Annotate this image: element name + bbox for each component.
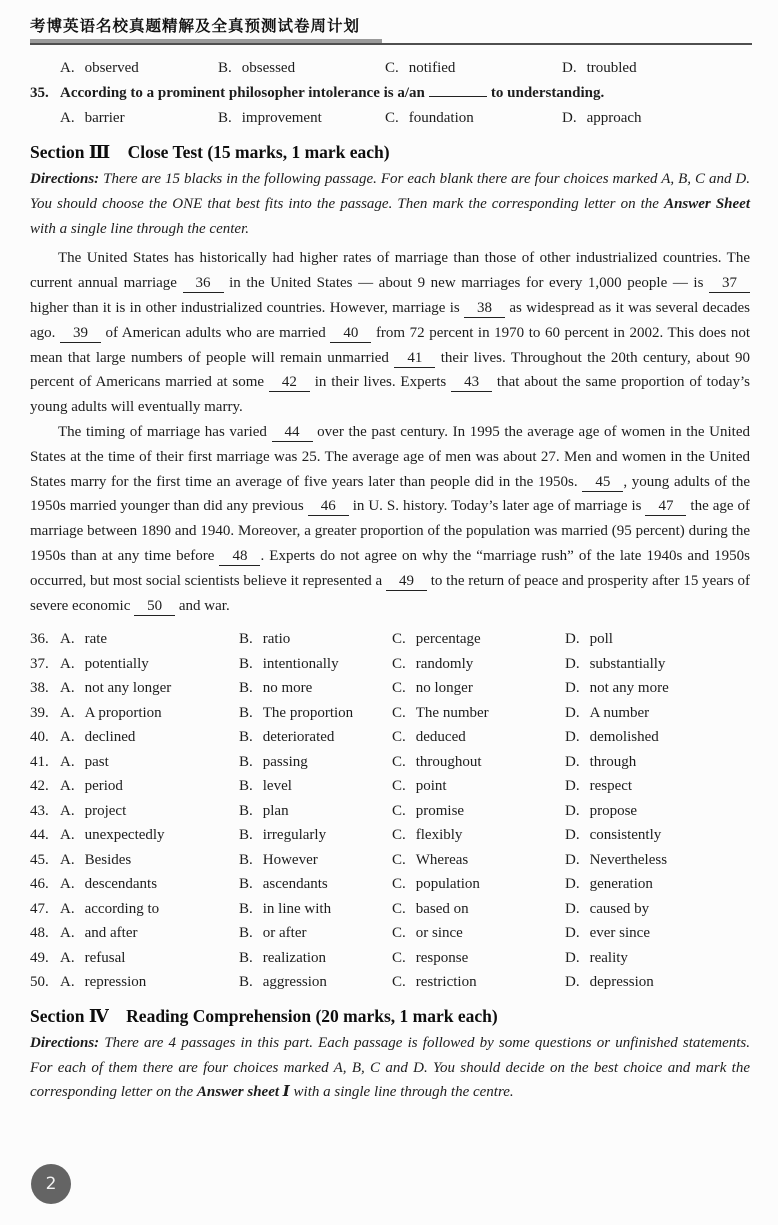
option-letter: B. (239, 925, 253, 942)
option-A (60, 774, 239, 799)
option-text: declined (84, 729, 136, 746)
option-text: consistently (589, 827, 662, 844)
stem-before: According to a prominent philosopher intolerance is a/an (60, 85, 425, 101)
cloze-blank-47: 47 (645, 498, 686, 516)
option-text: The number (415, 704, 489, 721)
option-letter: C. (385, 60, 399, 76)
cloze-question-list (30, 627, 750, 995)
cloze-blank-42: 42 (269, 374, 310, 392)
option-text: passing (262, 753, 308, 770)
option-text: deduced (415, 729, 466, 746)
option-text: troubled (586, 60, 637, 76)
option-text: response (415, 949, 469, 966)
text-segment: The United States has historically had higher rates of marriage than those of other industrialized countries. The current annual marriage (30, 250, 750, 292)
option-D (565, 750, 750, 775)
question-number: 42. (30, 778, 49, 795)
cloze-blank-36: 36 (183, 275, 224, 293)
option-text: restriction (415, 974, 477, 991)
option-text: point (415, 778, 447, 795)
option-D (565, 872, 750, 897)
option-text: generation (589, 876, 653, 893)
option-text: no more (262, 680, 313, 697)
question-stem-text (60, 81, 750, 106)
option-letter: C. (392, 729, 406, 746)
option-A (60, 823, 239, 848)
option-letter: D. (565, 900, 580, 917)
option-D (565, 946, 750, 971)
option-letter: C. (392, 925, 406, 942)
text-segment: with a single line through the center. (30, 220, 250, 237)
option-A (60, 946, 239, 971)
option-C (392, 627, 565, 652)
option-letter: B. (218, 60, 232, 76)
option-text: project (84, 802, 127, 819)
option-letter: A. (60, 802, 75, 819)
cloze-question-row-36 (30, 627, 750, 652)
option-C (392, 750, 565, 775)
option-B (239, 848, 392, 873)
option-D (565, 652, 750, 677)
option-letter: B. (239, 827, 253, 844)
option-text: plan (262, 802, 289, 819)
option-text: according to (84, 900, 160, 917)
text-segment: with a single line through the centre. (289, 1084, 514, 1101)
option-B (239, 750, 392, 775)
question-number: 37. (30, 655, 49, 672)
text-segment: from 72 percent in 1970 to 60 percent in 2002. This does not mean that large numbers of people will remain unmarried (30, 324, 750, 366)
option-text: based on (415, 900, 469, 917)
option-C (392, 701, 565, 726)
text-segment: , young adults of the 1950s married younger than did any previous (30, 473, 751, 515)
option-text: respect (589, 778, 633, 795)
option-text: in line with (262, 900, 332, 917)
option-text: substantially (589, 655, 666, 672)
cloze-question-row-48 (30, 921, 750, 946)
cloze-question-row-47 (30, 897, 750, 922)
option-text: population (415, 876, 480, 893)
cloze-question-row-50 (30, 970, 750, 995)
option-A (60, 106, 218, 131)
option-B (239, 627, 392, 652)
cloze-question-row-40 (30, 725, 750, 750)
text-segment: . Experts do not agree on why the “marriage rush” of the late 1940s and 1950s occurred, but most social scientists believe it represented a (30, 547, 750, 589)
option-B (239, 946, 392, 971)
text-segment: The timing of marriage has varied (58, 423, 272, 440)
text-segment: Answer Sheet (664, 195, 750, 212)
option-D (565, 823, 750, 848)
option-text: aggression (262, 974, 327, 991)
option-text: potentially (84, 655, 149, 672)
cloze-question-row-39 (30, 701, 750, 726)
option-letter: A. (60, 729, 75, 746)
question-number: 43. (30, 802, 49, 819)
cloze-blank-44: 44 (272, 424, 313, 442)
option-letter: B. (239, 802, 253, 819)
option-letter: A. (60, 753, 75, 770)
option-text: ascendants (262, 876, 328, 893)
section-3-directions (30, 167, 750, 241)
text-segment: to the return of peace and prosperity after 15 years of severe economic (30, 572, 751, 614)
option-letter: A. (60, 876, 75, 893)
option-letter: D. (565, 949, 580, 966)
option-B (239, 701, 392, 726)
option-B (239, 872, 392, 897)
cloze-blank-37: 37 (709, 275, 750, 293)
option-text: not any more (589, 680, 669, 697)
text-segment: over the past century. In 1995 the average age of women in the United States at the time of their first marriage was 25. The average age of men was about 27. Men and women in the United States marry for the first time an average of five years later than people did in the 1950s. (30, 423, 750, 490)
option-letter: C. (392, 876, 406, 893)
option-D (565, 921, 750, 946)
question-number: 50. (30, 974, 49, 991)
option-letter: A. (60, 60, 75, 76)
option-text: descendants (84, 876, 158, 893)
option-text: promise (415, 802, 465, 819)
question-number: 40. (30, 729, 49, 746)
option-D (565, 799, 750, 824)
option-letter: C. (392, 827, 406, 844)
page-content (30, 56, 750, 1105)
option-B (218, 56, 385, 81)
section-4-heading: Section Ⅳ Reading Comprehension (20 marks, 1 mark each) (30, 1005, 498, 1026)
option-D (562, 56, 750, 81)
option-letter: C. (392, 704, 406, 721)
option-letter: A. (60, 900, 75, 917)
text-segment: There are 4 passages in this part. Each passage is followed by some questions or unfinished statements. For each of them there are four choices marked A, B, C and D. You should decide on the best choice and mark the corresponding letter on the (30, 1034, 750, 1101)
question-number: 39. (30, 704, 49, 721)
cloze-blank-39: 39 (60, 325, 101, 343)
cloze-question-row-42 (30, 774, 750, 799)
option-C (392, 676, 565, 701)
option-text: A number (589, 704, 650, 721)
text-segment: in their lives. Experts (309, 374, 452, 391)
option-letter: D. (562, 60, 577, 76)
option-text: through (589, 753, 637, 770)
option-text: period (84, 778, 123, 795)
cloze-paragraph-2 (30, 420, 750, 618)
option-text: intentionally (262, 655, 339, 672)
question-number: 44. (30, 827, 49, 844)
question-number: 35. (30, 85, 49, 101)
option-letter: C. (392, 680, 406, 697)
option-C (392, 823, 565, 848)
option-text: rate (84, 631, 108, 648)
text-segment: the age of marriage between 1890 and 1940. Moreover, a greater proportion of the population was married (95 percent) during the 1950s than at any time before (30, 498, 750, 564)
cloze-blank-40: 40 (330, 325, 371, 343)
option-letter: D. (565, 827, 580, 844)
option-C (385, 106, 562, 131)
option-letter: A. (60, 655, 75, 672)
text-segment: in the United States — about 9 new marriages for every 1,000 people — is (223, 275, 709, 292)
question-number: 47. (30, 900, 49, 917)
option-text: However (262, 851, 318, 868)
option-A (60, 701, 239, 726)
cloze-blank-45: 45 (582, 474, 623, 492)
option-A (60, 921, 239, 946)
question-35-options-row (30, 106, 750, 131)
option-text: randomly (415, 655, 474, 672)
page-number-badge (31, 1164, 71, 1204)
option-letter: B. (239, 753, 253, 770)
option-A (60, 725, 239, 750)
option-B (239, 774, 392, 799)
option-letter: B. (218, 110, 232, 126)
option-letter: D. (565, 729, 580, 746)
option-letter: B. (239, 704, 253, 721)
page-header (30, 16, 752, 47)
option-text: percentage (415, 631, 481, 648)
text-segment: Directions: (30, 1034, 100, 1051)
text-segment: Directions: (30, 171, 100, 187)
option-text: Whereas (415, 851, 469, 868)
option-text: notified (408, 60, 456, 76)
option-B (239, 970, 392, 995)
cloze-blank-46: 46 (308, 498, 349, 516)
option-text: realization (262, 949, 327, 966)
option-letter: D. (565, 704, 580, 721)
option-letter: C. (392, 851, 406, 868)
option-letter: D. (565, 655, 580, 672)
cloze-question-row-41 (30, 750, 750, 775)
option-letter: D. (565, 680, 580, 697)
option-A (60, 56, 218, 81)
option-text: unexpectedly (84, 827, 165, 844)
question-34-options-row (30, 56, 750, 81)
option-C (392, 725, 565, 750)
option-B (239, 676, 392, 701)
cloze-blank-38: 38 (464, 300, 505, 318)
option-D (565, 848, 750, 873)
option-letter: D. (565, 851, 580, 868)
question-number: 49. (30, 949, 49, 966)
option-text: past (84, 753, 109, 770)
option-B (239, 897, 392, 922)
option-C (385, 56, 562, 81)
option-letter: A. (60, 925, 75, 942)
text-segment: higher than it is in other industrialized countries. However, marriage is (30, 299, 465, 316)
option-text: ever since (589, 925, 650, 942)
option-text: obsessed (241, 60, 296, 76)
question-number: 41. (30, 753, 49, 770)
option-letter: B. (239, 655, 253, 672)
question-number: 46. (30, 876, 49, 893)
cloze-question-row-44 (30, 823, 750, 848)
page-number: 2 (45, 1173, 57, 1194)
question-number: 45. (30, 851, 49, 868)
question-number: 36. (30, 631, 49, 648)
option-D (565, 725, 750, 750)
option-D (565, 627, 750, 652)
option-text: flexibly (415, 827, 463, 844)
option-D (565, 970, 750, 995)
option-letter: B. (239, 949, 253, 966)
option-letter: A. (60, 110, 75, 126)
option-letter: B. (239, 876, 253, 893)
cloze-passage (30, 246, 750, 618)
option-C (392, 946, 565, 971)
option-letter: D. (565, 925, 580, 942)
option-text: depression (589, 974, 654, 991)
option-letter: C. (392, 655, 406, 672)
cloze-question-row-37 (30, 652, 750, 677)
option-letter: C. (392, 949, 406, 966)
option-letter: D. (565, 753, 580, 770)
text-segment: that about the same proportion of today’s young adults will eventually marry. (30, 374, 750, 416)
option-text: not any longer (84, 680, 172, 697)
text-segment: in U. S. history. Today’s later age of marriage is (348, 498, 646, 515)
option-text: Besides (84, 851, 132, 868)
option-text: deteriorated (262, 729, 335, 746)
option-text: repression (84, 974, 147, 991)
option-text: no longer (415, 680, 473, 697)
text-segment: Answer sheet Ⅰ (196, 1084, 290, 1101)
option-A (60, 897, 239, 922)
option-letter: A. (60, 949, 75, 966)
option-text: or since (415, 925, 463, 942)
option-text: improvement (241, 110, 322, 126)
question-35-stem (30, 81, 750, 106)
option-text: demolished (589, 729, 659, 746)
option-text: barrier (84, 110, 125, 126)
option-C (392, 848, 565, 873)
option-letter: B. (239, 974, 253, 991)
option-letter: A. (60, 680, 75, 697)
text-segment: their lives. Throughout the 20th century, about 90 percent of Americans married at some (30, 349, 750, 391)
option-C (392, 970, 565, 995)
cloze-question-row-43 (30, 799, 750, 824)
cloze-question-row-38 (30, 676, 750, 701)
option-letter: D. (562, 110, 577, 126)
option-C (392, 897, 565, 922)
option-B (239, 799, 392, 824)
option-D (565, 676, 750, 701)
cloze-blank-50: 50 (134, 598, 175, 616)
cloze-question-row-46 (30, 872, 750, 897)
option-text: poll (589, 631, 613, 648)
option-text: A proportion (84, 704, 162, 721)
question-number: 48. (30, 925, 49, 942)
option-letter: A. (60, 974, 75, 991)
stem-after: to understanding. (490, 85, 605, 101)
option-text: ratio (262, 631, 291, 648)
cloze-blank-43: 43 (451, 374, 492, 392)
header-rule (30, 39, 752, 47)
option-A (60, 652, 239, 677)
option-D (565, 701, 750, 726)
option-text: observed (84, 60, 139, 76)
option-letter: A. (60, 778, 75, 795)
option-letter: D. (565, 778, 580, 795)
option-text: The proportion (262, 704, 354, 721)
option-text: refusal (84, 949, 126, 966)
cloze-question-row-45 (30, 848, 750, 873)
option-letter: B. (239, 851, 253, 868)
option-letter: C. (392, 631, 406, 648)
option-A (60, 750, 239, 775)
option-C (392, 774, 565, 799)
cloze-blank-49: 49 (386, 573, 427, 591)
option-B (218, 106, 385, 131)
option-letter: B. (239, 729, 253, 746)
option-letter: B. (239, 900, 253, 917)
header-rule-thin (30, 43, 752, 45)
section-4-directions (30, 1031, 750, 1105)
cloze-blank-48: 48 (219, 548, 260, 566)
option-B (239, 921, 392, 946)
option-D (565, 897, 750, 922)
option-letter: C. (392, 778, 406, 795)
option-C (392, 652, 565, 677)
option-A (60, 970, 239, 995)
option-letter: B. (239, 631, 253, 648)
option-letter: C. (385, 110, 399, 126)
text-segment: of American adults who are married (100, 324, 331, 341)
option-A (60, 799, 239, 824)
option-A (60, 676, 239, 701)
option-text: irregularly (262, 827, 327, 844)
option-text: reality (589, 949, 628, 966)
question-number: 38. (30, 680, 49, 697)
option-B (239, 823, 392, 848)
option-text: Nevertheless (589, 851, 668, 868)
option-text: or after (262, 925, 307, 942)
option-C (392, 872, 565, 897)
cloze-paragraph-1 (30, 246, 750, 420)
option-B (239, 725, 392, 750)
option-letter: A. (60, 827, 75, 844)
option-letter: D. (565, 876, 580, 893)
answer-blank-line (429, 83, 487, 97)
option-letter: B. (239, 778, 253, 795)
option-D (562, 106, 750, 131)
option-B (239, 652, 392, 677)
option-letter: C. (392, 753, 406, 770)
option-C (392, 921, 565, 946)
option-text: approach (586, 110, 642, 126)
option-D (565, 774, 750, 799)
section-3-heading: Section Ⅲ Close Test (15 marks, 1 mark each) (30, 142, 390, 162)
text-segment: and war. (175, 597, 230, 614)
option-text: foundation (408, 110, 474, 126)
book-title: 考博英语名校真题精解及全真预测试卷周计划 (30, 17, 361, 35)
option-text: caused by (589, 900, 650, 917)
option-text: propose (589, 802, 638, 819)
text-segment: as widespread as it was several decades ago. (30, 299, 750, 341)
option-text: and after (84, 925, 138, 942)
option-A (60, 872, 239, 897)
option-letter: D. (565, 974, 580, 991)
cloze-question-row-49 (30, 946, 750, 971)
option-letter: D. (565, 802, 580, 819)
option-A (60, 627, 239, 652)
option-letter: A. (60, 631, 75, 648)
option-text: level (262, 778, 292, 795)
option-letter: C. (392, 802, 406, 819)
option-letter: B. (239, 680, 253, 697)
cloze-blank-41: 41 (394, 350, 435, 368)
text-segment: There are 15 blacks in the following passage. For each blank there are four choices marked A, B, C and D. You should choose the ONE that best fits into the passage. Then mark the corresponding letter on the (30, 171, 750, 212)
option-letter: D. (565, 631, 580, 648)
option-letter: C. (392, 900, 406, 917)
option-C (392, 799, 565, 824)
option-letter: C. (392, 974, 406, 991)
option-letter: A. (60, 851, 75, 868)
option-A (60, 848, 239, 873)
option-text: throughout (415, 753, 482, 770)
option-letter: A. (60, 704, 75, 721)
